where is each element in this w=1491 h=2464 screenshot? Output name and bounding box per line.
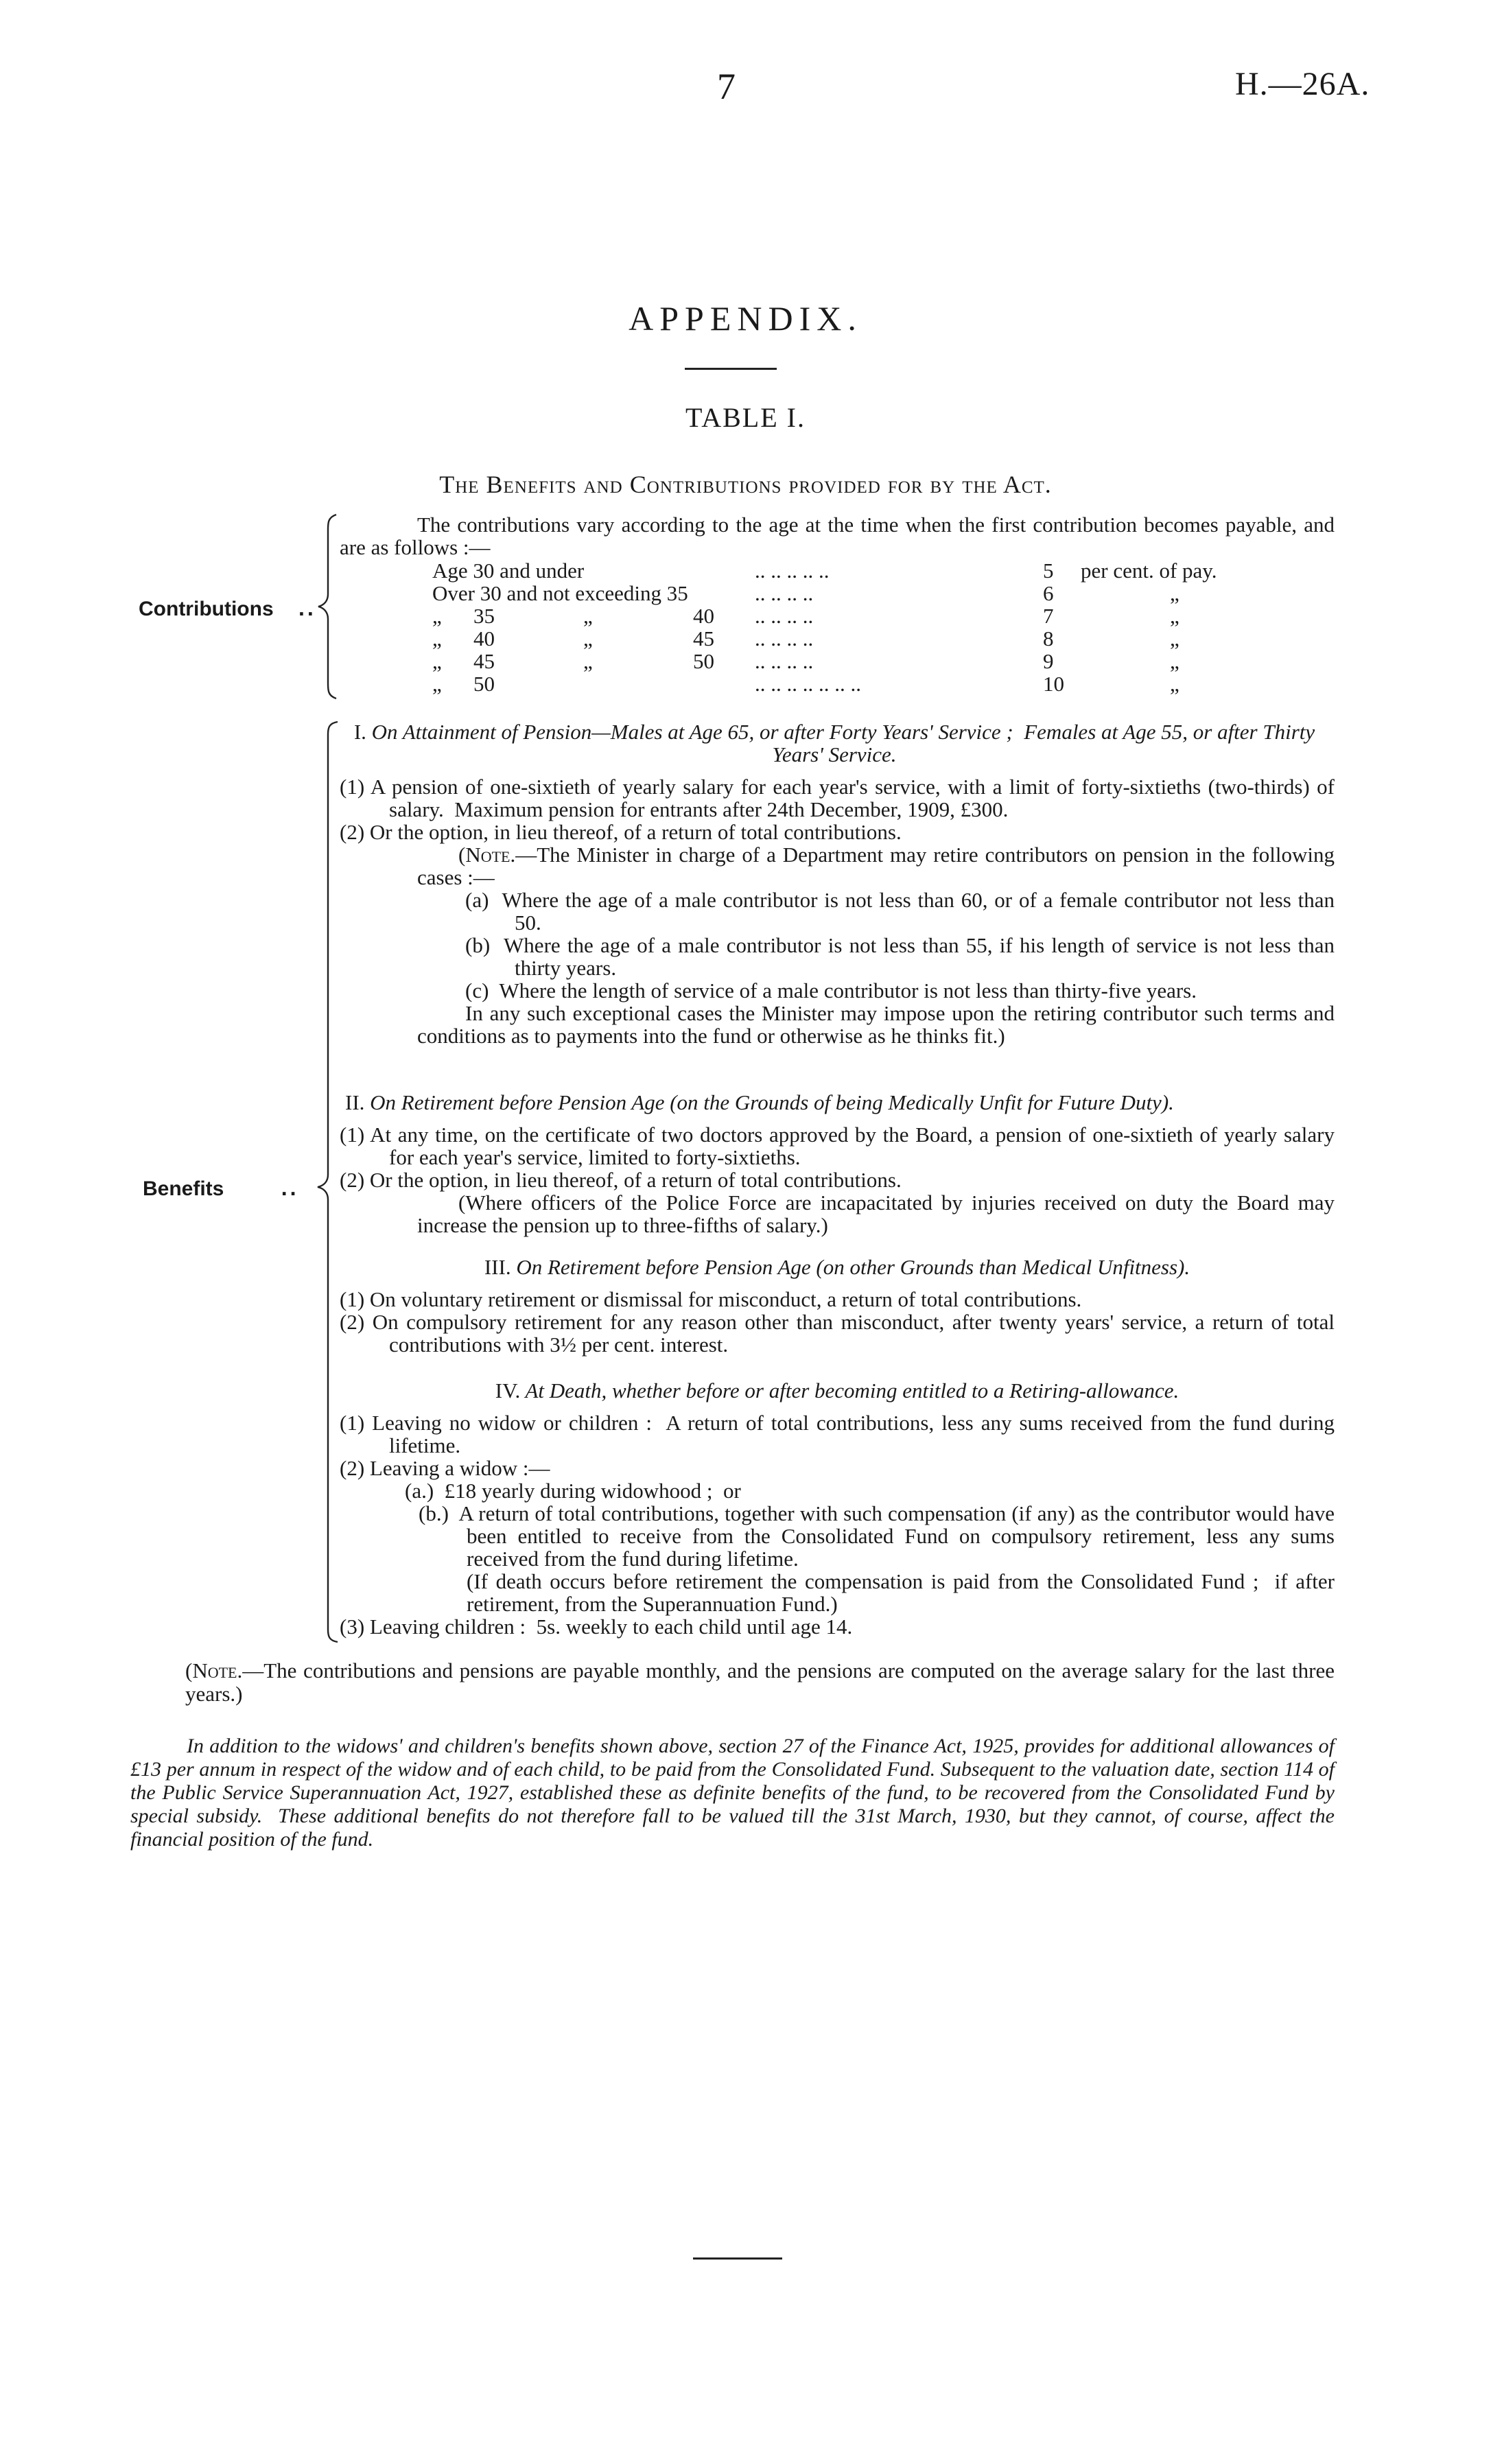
case-b: (b) Where the age of a male contributor is not less than 55, if his length of service is not less than thirty years.: [465, 933, 1340, 980]
table-row: [432, 672, 1217, 695]
section-2-item-1: (1) At any time, on the certificate of two doctors approved by the Board, a pension of one-sixtieth of yearly salary for each year's service, limited to forty-sixtieths.: [340, 1123, 1340, 1169]
contributions-brace: [314, 513, 342, 700]
section-4-item-2b-note: (If death occurs before retirement the compensation is paid from the Consolidated Fund ; if after retirement, from the Superannuation Fund.): [467, 1569, 1340, 1616]
section-4-item-2: (2) Leaving a widow :—: [340, 1456, 550, 1480]
title-divider: [685, 368, 777, 370]
section-4-item-1: (1) Leaving no widow or children : A return of total contributions, less any sums received from the fund during lifetime.: [340, 1411, 1340, 1457]
table-subtitle: The Benefits and Contributions provided for by the Act.: [439, 471, 1052, 498]
contributions-intro: [340, 513, 1340, 559]
table-row: [432, 627, 1217, 650]
section-2-note: (Where officers of the Police Force are incapacitated by injuries received on duty the Board may increase the pension up to three-fifths of salary.): [417, 1190, 1340, 1237]
section-1-note: [340, 843, 1340, 889]
section-2-item-2: (2) Or the option, in lieu thereof, of a return of total contributions.: [340, 1168, 902, 1192]
bottom-divider: [693, 2257, 782, 2260]
benefits-brace: [314, 720, 342, 1643]
exceptional-cases: In any such exceptional cases the Minister may impose upon the retiring contributor such terms and conditions as to payments into the fund or otherwise as he thinks fit.): [417, 1001, 1340, 1048]
ditto-cell: „: [432, 626, 442, 650]
unit-cell: per cent. of pay.: [1081, 559, 1217, 583]
benefits-section-2: [340, 1090, 1340, 1237]
ditto-cell: [583, 672, 693, 695]
contributions-side-label: [139, 596, 316, 621]
rate-cell: 7: [1043, 604, 1054, 628]
section-1-item-2: (2) Or the option, in lieu thereof, of a return of total contributions.: [340, 820, 902, 844]
section-3-item-1: (1) On voluntary retirement or dismissal for misconduct, a return of total contributions.: [340, 1287, 1082, 1311]
unit-cell: „: [1170, 649, 1179, 673]
payment-note: [185, 1658, 1340, 1706]
benefits-side-label: [143, 1175, 298, 1201]
section-4-item-3: (3) Leaving children : 5s. weekly to each child until age 14.: [340, 1615, 853, 1639]
rate-cell: 6: [1043, 581, 1054, 605]
contributions-intro-text: The contributions vary according to the age at the time when the first contribution becomes payable, and are as follows :—: [340, 513, 1340, 559]
section-1-heading: [340, 720, 1335, 766]
rate-cell: 9: [1043, 649, 1054, 673]
benefits-section-3: [340, 1255, 1340, 1357]
case-a: (a) Where the age of a male contributor is not less than 60, or of a female contributor not less than 50.: [465, 888, 1340, 935]
age-from-cell: 45: [473, 649, 495, 673]
ditto-cell: „: [583, 604, 593, 628]
payment-note-text: [185, 1658, 1340, 1706]
table-row: [432, 605, 1217, 627]
additional-allowances-paragraph: [130, 1735, 1340, 1851]
section-3-item-2: (2) On compulsory retirement for any reason other than misconduct, after twenty years' service, a return of total contributions with 3½ per cent. interest.: [340, 1310, 1340, 1357]
age-range-cell: Age 30 and under: [432, 559, 585, 583]
rate-cell: 8: [1043, 626, 1054, 650]
section-3-heading: [340, 1256, 1335, 1278]
table-row: [432, 582, 1217, 605]
leader-dots: .. .. .. .. .. .. ..: [755, 672, 861, 696]
benefits-section-4: [340, 1378, 1340, 1639]
rate-cell: 5: [1043, 559, 1054, 583]
unit-cell: „: [1170, 672, 1179, 696]
benefits-label-text: Benefits: [143, 1177, 224, 1200]
section-1-number: I.: [353, 720, 366, 744]
unit-cell: „: [1170, 626, 1179, 650]
ditto-cell: „: [583, 626, 593, 650]
benefits-section-1: [340, 720, 1340, 1048]
document-reference: H.—26A.: [1235, 66, 1370, 102]
age-range-cell: Over 30 and not exceeding 35: [432, 581, 688, 605]
page-number: 7: [717, 66, 736, 107]
age-to-cell: 45: [693, 626, 714, 650]
unit-cell: „: [1170, 581, 1179, 605]
age-to-cell: [693, 672, 755, 695]
ditto-cell: „: [432, 672, 442, 696]
ditto-cell: „: [583, 649, 593, 673]
age-from-cell: 50: [473, 672, 495, 696]
age-to-cell: 50: [693, 649, 714, 673]
note-label: (Note.: [458, 843, 516, 867]
leader-dots: .. .. .. ..: [755, 649, 814, 673]
age-to-cell: 40: [693, 604, 714, 628]
section-2-number: II.: [345, 1090, 365, 1114]
section-3-number: III.: [484, 1255, 511, 1279]
note-body: —The contributions and pensions are payable monthly, and the pensions are computed on the average salary for the last three years.): [185, 1658, 1340, 1706]
section-4-heading-text: At Death, whether before or after becoming entitled to a Retiring-allowance.: [525, 1378, 1179, 1403]
rate-cell: 10: [1043, 672, 1064, 696]
table-row: [432, 650, 1217, 672]
section-1-heading-text: On Attainment of Pension—Males at Age 65, or after Forty Years' Service ; Females at Age 55, or after Thirty Years' Service.: [371, 720, 1320, 766]
section-3-heading-text: On Retirement before Pension Age (on other Grounds than Medical Unfitness).: [516, 1255, 1190, 1279]
section-2-heading: [340, 1091, 1335, 1114]
additional-allowances-text: In addition to the widows' and children's benefits shown above, section 27 of the Finance Act, 1925, provides for additional allowances of £13 per annum in respect of the widow and of each child, to be paid from the Consolidated Fund. Subsequent to the valuation date, section 114 of the Public Service Superannuation Act, 1927, established these as definite benefits of the fund, to be recovered from the Consolidated Fund by special subsidy. These additional benefits do not therefore fall to be valued till the 31st March, 1930, but they cannot, of course, affect the financial position of the fund.: [130, 1735, 1340, 1851]
age-from-cell: 35: [473, 604, 495, 628]
table-title: TABLE I.: [685, 402, 806, 433]
table-row: [432, 559, 1217, 582]
leader-dots: .. .. .. .. ..: [755, 559, 830, 583]
unit-cell: „: [1170, 604, 1179, 628]
contributions-table: [432, 559, 1217, 695]
leader-dots: .. .. .. ..: [755, 604, 814, 628]
contributions-leader: ..: [298, 596, 316, 620]
section-1-item-1: (1) A pension of one-sixtieth of yearly salary for each year's service, with a limit of forty-sixtieths (two-thirds) of salary. Maximum pension for entrants after 24th December, 1909, £300.: [340, 775, 1340, 821]
contributions-label-text: Contributions: [139, 598, 274, 620]
section-4-number: IV.: [495, 1378, 521, 1403]
ditto-cell: „: [432, 649, 442, 673]
leader-dots: .. .. .. ..: [755, 626, 814, 650]
leader-dots: .. .. .. ..: [755, 581, 814, 605]
section-2-heading-text: On Retirement before Pension Age (on the Grounds of being Medically Unfit for Future Duty).: [370, 1090, 1174, 1114]
note-label: (Note.: [185, 1658, 243, 1682]
ditto-cell: „: [432, 604, 442, 628]
case-c: (c) Where the length of service of a male contributor is not less than thirty-five years.: [465, 978, 1197, 1002]
benefits-leader: ..: [281, 1175, 299, 1200]
age-from-cell: 40: [473, 626, 495, 650]
section-4-heading: [340, 1379, 1335, 1402]
note-text: —The Minister in charge of a Department may retire contributors on pension in the following cases :—: [417, 843, 1340, 889]
section-4-item-2a: (a.) £18 yearly during widowhood ; or: [405, 1479, 741, 1503]
section-4-item-2b: (b.) A return of total contributions, together with such compensation (if any) as the contributor would have been entitled to receive from the Consolidated Fund on compulsory retirement, less any sums received from the fund during lifetime.: [419, 1501, 1340, 1571]
appendix-title: APPENDIX.: [629, 299, 862, 338]
